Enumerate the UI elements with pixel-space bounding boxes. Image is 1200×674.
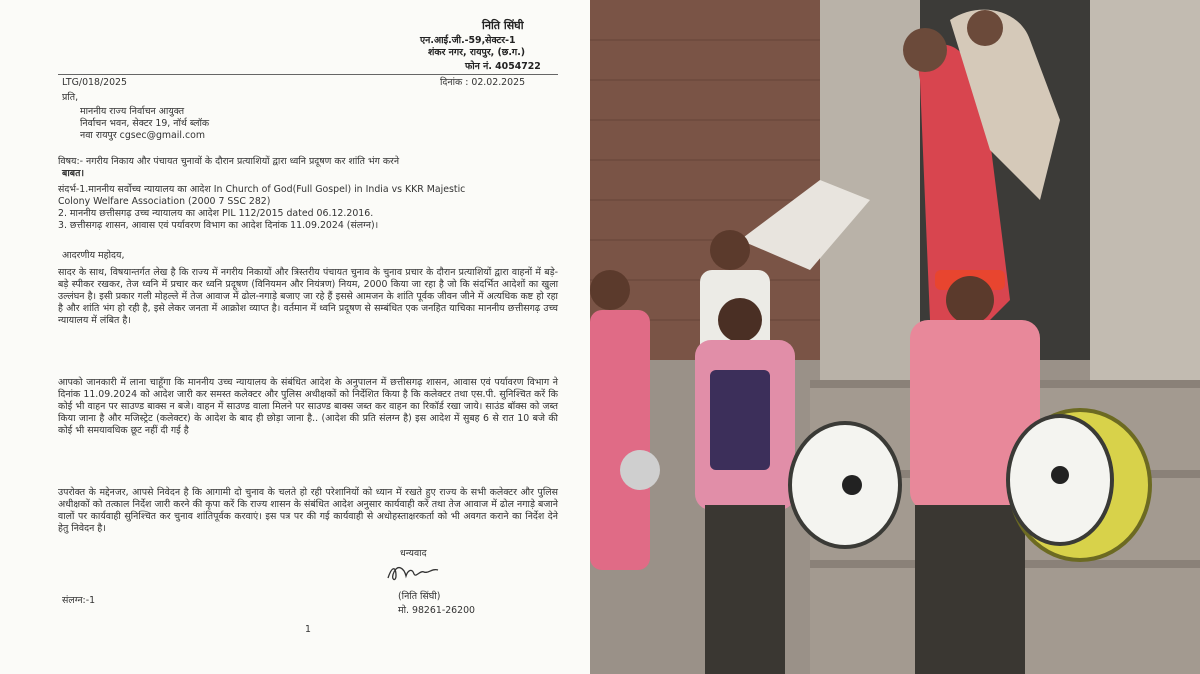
signature-image <box>384 562 442 584</box>
letter-document <box>0 0 590 674</box>
drum-left-center <box>842 475 862 495</box>
paragraph-3: उपरोक्त के मद्देनजर, आपसे निवेदन है कि आगामी दो चुनाव के चलते हो रही परेशानियों को ध्यान में रखते हुए राज्य के सभी कलेक्टर और पुलिस अधीक्षकों को तत्काल निर्देश जारी करने की कृपा करें कि राज्य शासन के संबंधित आदेश अनुसार कार्यवाही करें तथा तेज आवाज में ढोल नगाड़े बजाने वालों पर कार्यवाही सुनिश्चित कर चुनाव शांतिपूर्वक करवाएं। इस पत्र पर की गई कार्यवाही से अधोहस्ताक्षरकर्ता को भी अवगत कराने का निर्देश देने हेतु निवेदन है। <box>58 487 558 534</box>
recipient-city: नवा रायपुर cgsec@gmail.com <box>80 130 205 141</box>
reference-line4: 3. छत्तीसगढ़ शासन, आवास एवं पर्यावरण विभाग का आदेश दिनांक 11.09.2024 (संलग्न)। <box>58 220 379 231</box>
reference-line3: 2. माननीय छत्तीसगढ़ उच्च न्यायालय का आदेश PIL 112/2015 dated 06.12.2016. <box>58 208 374 219</box>
reference-number: LTG/018/2025 <box>62 77 127 88</box>
paragraph-2: आपको जानकारी में लाना चाहूँगा कि माननीय उच्च न्यायालय के संबंधित आदेश के अनुपालन में छत्तीसगढ़ शासन, आवास एवं पर्यावरण विभाग ने दिनांक 11.09.2024 को आदेश जारी कर समस्त कलेक्टर और पुलिस अधीक्षकों को निर्देशित किया है कि कलेक्टर तथा एस.पी. सुनिश्चित करें कि कोई भी वाहन पर साउण्ड बाक्स न बजे। वाहन में साउण्ड वाला मिलने पर साउण्ड बाक्स जब्त कर वाहन का रिकॉर्ड रखा जाये। साउंड बॉक्स को जब्त किया जाना है और मजिस्ट्रेट (कलेक्टर) के आदेश के बाद ही छोड़ा जाना है.. (आदेश की प्रति संलग्न है) इस आदेश में सुबह 6 से रात 10 बजे की कोई भी समयावधिक छूट नहीं दी गई है <box>58 377 558 436</box>
header-address-line1: एन.आई.जी.-59,सेक्टर-1 <box>420 35 516 46</box>
drummer-head <box>946 276 994 324</box>
closing: धन्यवाद <box>400 548 427 559</box>
recipient-title: माननीय राज्य निर्वाचन आयुक्त <box>80 106 185 117</box>
subject-line2: बाबत। <box>62 168 85 179</box>
child-head <box>590 270 630 310</box>
woman-head <box>903 28 947 72</box>
header-rule <box>58 74 558 75</box>
reference-line2: Colony Welfare Association (2000 7 SSC 282) <box>58 196 271 207</box>
boy-trousers <box>705 505 785 674</box>
signatory-name: (निति सिंघी) <box>398 591 441 602</box>
salutation: आदरणीय महोदय, <box>62 250 125 261</box>
man-head <box>710 230 750 270</box>
recipient-address: निर्वाचन भवन, सेक्टर 19, नॉर्थ ब्लॉक <box>80 118 210 129</box>
subject-line1: विषय:- नगरीय निकाय और पंचायत चुनावों के दौरान प्रत्याशियों द्वारा ध्वनि प्रदूषण कर शांति भंग करने <box>58 156 400 167</box>
header-phone: फोन नं. 4054722 <box>465 61 541 72</box>
enclosure: संलग्न:-1 <box>62 595 96 606</box>
header-name: निति सिंघी <box>482 19 524 32</box>
header-address-line2: शंकर नगर, रायपुर, (छ.ग.) <box>428 47 526 58</box>
to-label: प्रति, <box>62 92 79 103</box>
child-left-sweater <box>590 310 650 570</box>
news-photo <box>590 0 1200 674</box>
boy-head <box>718 298 762 342</box>
reference-line1: संदर्भ-1.माननीय सर्वोच्च न्यायालय का आदेश In Church of God(Full Gospel) in India vs KKR Majestic <box>58 184 466 195</box>
steel-pot <box>620 450 660 490</box>
boy-vest <box>710 370 770 470</box>
page-number: 1 <box>305 624 311 635</box>
paragraph-1: सादर के साथ, विषयान्तर्गत लेख है कि राज्य में नगरीय निकायों और त्रिस्तरीय पंचायत चुनाव के चुनाव प्रचार के दौरान प्रत्याशियों द्वारा वाहनों में बड़े-बड़े स्पीकर रखकर, तेज ध्वनि में प्रचार कर ध्वनि प्रदूषण (विनियमन और नियंत्रण) नियम, 2000 किया जा रहा है जो कि संदर्भित आदेशों का खुला उल्लंघन है। इसी प्रकार गली मोहल्ले में तेज आवाज में ढोल-नगाड़े बजाए जा रहे हैं इससे आमजन के शांति पूर्वक जीवन जीने में अत्यधिक कष्ट हो रहा है और शांति भंग हो रही है, इसे लेकर जनता में आक्रोश व्याप्त है। वर्तमान में ध्वनि प्रदूषण से सम्बंधित एक जनहित याचिका माननीय छत्तीसगढ़ उच्च न्यायालय में लंबित है। <box>58 267 558 326</box>
signatory-mobile: मो. 98261-26200 <box>398 605 476 616</box>
letter-date: दिनांक : 02.02.2025 <box>440 77 526 88</box>
drummer-trousers <box>915 505 1025 674</box>
photo-scene <box>590 0 1200 674</box>
